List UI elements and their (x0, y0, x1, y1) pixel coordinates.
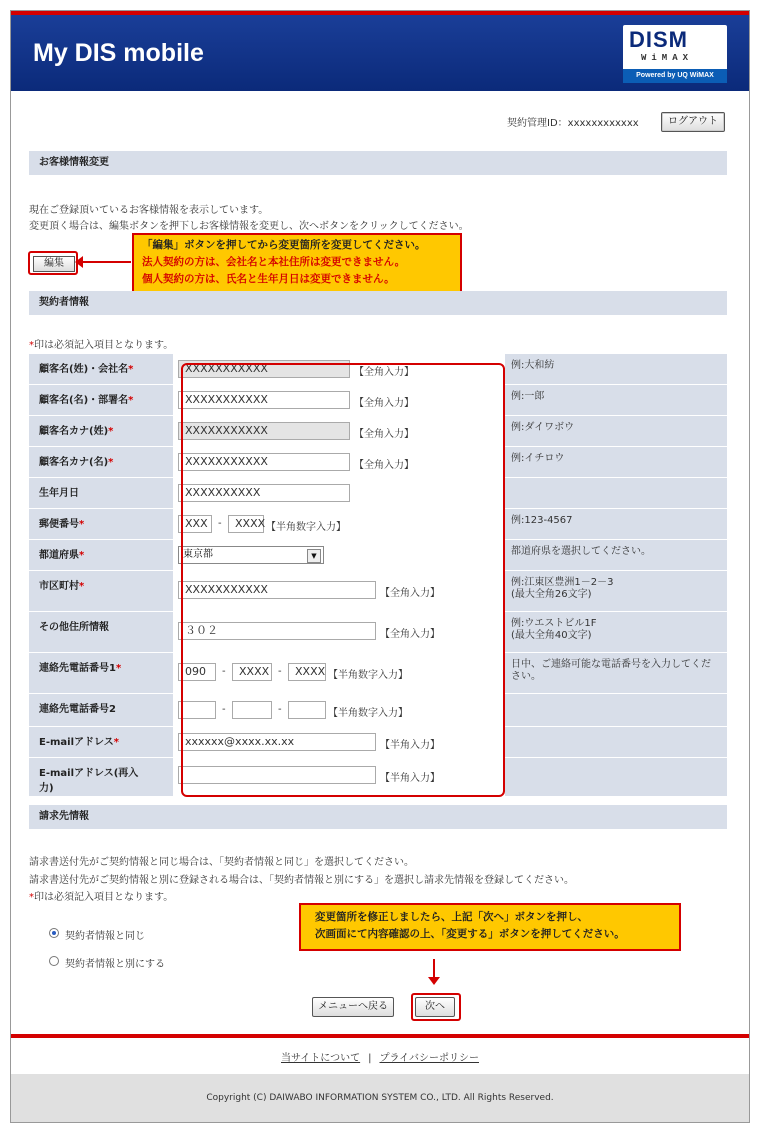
required-note (29, 336, 173, 351)
form-label (29, 727, 173, 757)
form-input-cell (174, 509, 504, 539)
example-line2: さい。 (511, 671, 541, 682)
form-row-phone1 (29, 653, 727, 694)
dash: - (222, 704, 226, 715)
form-input-cell (174, 385, 504, 415)
phone1-part1-input[interactable]: 090 (178, 663, 216, 681)
logout-button[interactable]: ログアウト (661, 112, 725, 132)
form-example (505, 478, 727, 508)
callout1-line2: 法人契約の方は、会社名と本社住所は変更できません。 (142, 256, 406, 268)
footer-separator: | (368, 1053, 372, 1064)
label-text: 顧客名(姓)・会社名 (39, 364, 129, 375)
form-example (505, 612, 727, 652)
form-input-cell (174, 416, 504, 446)
contract-id-label: 契約管理ID： (507, 118, 568, 129)
firstname-kana-input[interactable]: XXXXXXXXXXX (178, 453, 350, 471)
form-input-cell (174, 354, 504, 384)
form-label (29, 385, 173, 415)
radio-same-as-contractor[interactable] (49, 928, 59, 938)
form-row-other-address (29, 612, 727, 653)
footer-divider (11, 1034, 749, 1038)
form-row-phone2 (29, 694, 727, 727)
lastname-kana-input[interactable]: XXXXXXXXXXX (178, 422, 350, 440)
form-row-birthday (29, 478, 727, 509)
input-note: 【全角入力】 (380, 588, 440, 599)
label-text: 顧客名カナ(姓) (39, 426, 109, 437)
input-note: 【半角入力】 (380, 740, 440, 751)
contract-id (507, 114, 639, 129)
form-label (29, 509, 173, 539)
example-line1: 例:ウエストビル1F (511, 618, 597, 629)
label-text: 顧客名カナ(名) (39, 457, 109, 468)
input-note: 【半角数字入力】 (266, 522, 346, 533)
billing-desc-1: 請求書送付先がご契約情報と同じ場合は、「契約者情報と同じ」を選択してください。 (29, 857, 414, 868)
form-label (29, 758, 173, 796)
label-text: 連絡先電話番号1 (39, 663, 116, 674)
prefecture-selected: 東京都 (183, 549, 213, 560)
required-mark: * (108, 426, 114, 437)
form-label (29, 354, 173, 384)
edit-button[interactable]: 編集 (33, 256, 75, 272)
label-text: E-mailアドレス (39, 737, 114, 748)
form-row-postal (29, 509, 727, 540)
form-example (505, 758, 727, 796)
header (11, 15, 749, 91)
about-site-link[interactable]: 当サイトについて (281, 1053, 361, 1064)
form-example: 例:イチロウ (505, 447, 727, 477)
required-mark: * (128, 395, 134, 406)
billing-required-note (29, 888, 173, 903)
section-customer-info: お客様情報変更 (29, 151, 727, 175)
required-mark: * (79, 550, 85, 561)
form-row-city (29, 571, 727, 612)
callout2-line2: 次画面にて内容確認の上、「変更する」ボタンを押してください。 (315, 928, 625, 940)
example-line2: (最大全角40文字) (511, 630, 592, 641)
billing-desc-2: 請求書送付先がご契約情報と別に登録される場合は、「契約者情報と別にする」を選択し請求先情報を登録してください。 (29, 875, 574, 886)
callout2-line1: 変更箇所を修正しましたら、上記「次へ」ボタンを押し、 (315, 911, 588, 923)
form-input-cell (174, 612, 504, 652)
form-input-cell (174, 447, 504, 477)
logo-main-text: DISM (629, 27, 688, 52)
radio-different-from-contractor[interactable] (49, 956, 59, 966)
form-example: 例:123-4567 (505, 509, 727, 539)
form-label (29, 540, 173, 570)
logo-wimax-text: WiMAX (641, 53, 694, 63)
section-contractor-info: 契約者情報 (29, 291, 727, 315)
form-label (29, 416, 173, 446)
label-text: 顧客名(名)・部署名 (39, 395, 129, 406)
copyright: Copyright (C) DAIWABO INFORMATION SYSTEM CO., LTD. All Rights Reserved. (11, 1074, 749, 1122)
customer-desc-2: 変更頂く場合は、編集ボタンを押下しお客様情報を変更し、次へボタンをクリックしてください。 (29, 221, 469, 232)
input-note: 【半角数字入力】 (328, 670, 408, 681)
edit-button-highlight (28, 251, 78, 275)
input-note: 【全角入力】 (354, 367, 414, 378)
menu-back-button[interactable]: メニューへ戻る (312, 997, 394, 1017)
form-example (505, 571, 727, 611)
input-note: 【全角入力】 (380, 629, 440, 640)
dash: - (218, 518, 222, 529)
callout-edit-instructions (132, 233, 462, 295)
label-text: 郵便番号 (39, 519, 79, 530)
dash: - (278, 666, 282, 677)
lastname-input[interactable]: XXXXXXXXXXX (178, 360, 350, 378)
form-example (505, 653, 727, 693)
prefecture-select[interactable] (178, 546, 324, 564)
form-input-cell (174, 653, 504, 693)
arrow-left-icon (81, 261, 131, 263)
form-example (505, 694, 727, 726)
form-label (29, 478, 173, 508)
arrow-down-icon (433, 959, 435, 979)
required-mark: * (29, 892, 34, 903)
app-title: My DIS mobile (33, 39, 204, 67)
label-text: 生年月日 (39, 488, 79, 499)
dash: - (278, 704, 282, 715)
form-row-firstname (29, 385, 727, 416)
form-input-cell (174, 540, 504, 570)
form-label (29, 571, 173, 611)
input-note: 【半角入力】 (380, 773, 440, 784)
next-button[interactable]: 次へ (415, 997, 455, 1017)
required-mark: * (79, 581, 85, 592)
contract-id-value: xxxxxxxxxxxx (567, 118, 639, 129)
input-note: 【全角入力】 (354, 460, 414, 471)
form-example: 例:大和紡 (505, 354, 727, 384)
label-text: E-mailアドレス(再入 (39, 768, 139, 779)
callout1-line3: 個人契約の方は、氏名と生年月日は変更できません。 (142, 273, 395, 285)
required-mark: * (29, 340, 34, 351)
required-mark: * (128, 364, 134, 375)
logo-powered-text: Powered by UQ WiMAX (623, 69, 727, 83)
example-line2: (最大全角26文字) (511, 589, 592, 600)
input-note: 【半角数字入力】 (328, 708, 408, 719)
other-address-input[interactable]: ３０２ (178, 622, 376, 640)
page-frame (10, 10, 750, 1123)
postal-code-2-input[interactable]: XXXX (228, 515, 264, 533)
required-mark: * (115, 663, 122, 674)
form-input-cell (174, 478, 504, 508)
form-row-email (29, 727, 727, 758)
radio-same-label: 契約者情報と同じ (65, 931, 145, 942)
required-note-text: 印は必須記入項目となります。 (34, 892, 174, 903)
privacy-policy-link[interactable]: プライバシーポリシー (379, 1053, 479, 1064)
phone1-part3-input[interactable]: XXXX (288, 663, 326, 681)
form-example: 例:ダイワボウ (505, 416, 727, 446)
dash: - (222, 666, 226, 677)
form-row-prefecture (29, 540, 727, 571)
callout-next-instructions (299, 903, 681, 951)
email-confirm-input[interactable] (178, 766, 376, 784)
form-input-cell (174, 758, 504, 796)
phone2-part3-input[interactable] (288, 701, 326, 719)
form-input-cell (174, 571, 504, 611)
firstname-input[interactable]: XXXXXXXXXXX (178, 391, 350, 409)
city-input[interactable]: XXXXXXXXXXX (178, 581, 376, 599)
input-note: 【全角入力】 (354, 429, 414, 440)
phone1-part2-input[interactable]: XXXX (232, 663, 272, 681)
label-text: 市区町村 (39, 581, 79, 592)
form-row-lastname-kana (29, 416, 727, 447)
postal-code-1-input[interactable]: XXX (178, 515, 212, 533)
email-input[interactable]: xxxxxx@xxxx.xx.xx (178, 733, 376, 751)
radio-different-label: 契約者情報と別にする (65, 959, 165, 970)
dism-wimax-logo (623, 25, 727, 83)
birthday-input[interactable]: XXXXXXXXXX (178, 484, 350, 502)
form-example: 都道府県を選択してください。 (505, 540, 727, 570)
form-row-firstname-kana (29, 447, 727, 478)
form-label (29, 447, 173, 477)
section-billing-info: 請求先情報 (29, 805, 727, 829)
footer-links (11, 1049, 749, 1064)
label-text: 都道府県 (39, 550, 79, 561)
form-example (505, 727, 727, 757)
form-example: 例:一郎 (505, 385, 727, 415)
label-text: 連絡先電話番号2 (39, 704, 116, 715)
form-row-email-confirm (29, 758, 727, 797)
phone2-part2-input[interactable] (232, 701, 272, 719)
example-line1: 例:江東区豊洲1－2－3 (511, 577, 614, 588)
required-mark: * (79, 519, 85, 530)
required-note-text: 印は必須記入項目となります。 (34, 340, 174, 351)
chevron-down-icon[interactable]: ▼ (307, 549, 321, 563)
phone2-part1-input[interactable] (178, 701, 216, 719)
form-input-cell (174, 694, 504, 726)
input-note: 【全角入力】 (354, 398, 414, 409)
customer-desc-1: 現在ご登録頂いているお客様情報を表示しています。 (29, 205, 269, 216)
example-line1: 日中、ご連絡可能な電話番号を入力してくだ (511, 659, 711, 670)
label-text-2: 力) (39, 783, 54, 794)
form-label (29, 653, 173, 693)
form-label (29, 612, 173, 652)
callout1-line1: 「編集」ボタンを押してから変更箇所を変更してください。 (142, 239, 426, 251)
form-input-cell (174, 727, 504, 757)
required-mark: * (113, 737, 119, 748)
form-row-lastname (29, 354, 727, 385)
label-text: その他住所情報 (39, 622, 109, 633)
form-label (29, 694, 173, 726)
required-mark: * (108, 457, 114, 468)
